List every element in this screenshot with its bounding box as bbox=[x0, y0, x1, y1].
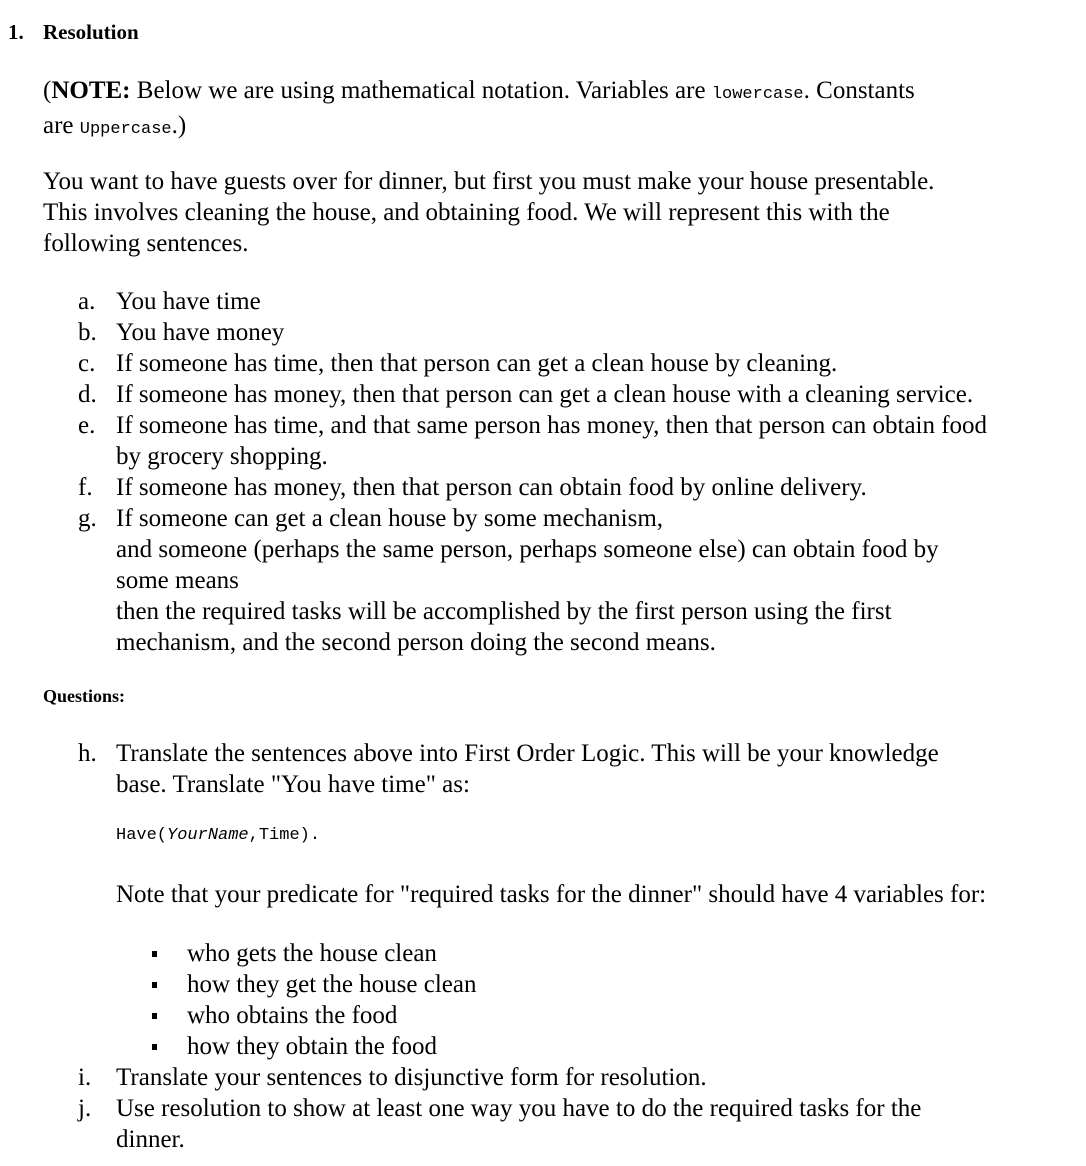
bullet-item bbox=[150, 969, 477, 1000]
list-marker: d. bbox=[78, 381, 97, 408]
sentence-text: then the required tasks will be accomplished by the first person using the first bbox=[116, 598, 892, 625]
sentence-a bbox=[78, 286, 1078, 317]
list-marker: i. bbox=[78, 1064, 92, 1091]
note-paragraph bbox=[43, 75, 1043, 145]
bullet-text: who obtains the food bbox=[187, 1002, 398, 1029]
intro-line: This involves cleaning the house, and obtaining food. We will represent this with the bbox=[43, 199, 890, 226]
question-j bbox=[78, 1093, 1078, 1155]
bullet-text: how they obtain the food bbox=[187, 1033, 437, 1060]
code-prefix: Have( bbox=[116, 826, 168, 845]
question-text: dinner. bbox=[116, 1126, 185, 1153]
bullet-item bbox=[150, 1000, 477, 1031]
question-list-continued bbox=[78, 1062, 1078, 1155]
sentence-text: by grocery shopping. bbox=[116, 443, 328, 470]
list-marker: j. bbox=[78, 1095, 92, 1122]
sentence-b bbox=[78, 317, 1078, 348]
bullet-item bbox=[150, 1031, 477, 1062]
sentence-text: If someone has money, then that person can get a clean house with a cleaning service. bbox=[116, 381, 974, 408]
list-marker: e. bbox=[78, 412, 96, 439]
list-marker: b. bbox=[78, 319, 97, 346]
sentence-text: You have money bbox=[116, 319, 285, 346]
intro-paragraph bbox=[43, 166, 1043, 259]
note-label: NOTE: bbox=[51, 77, 131, 104]
question-text: base. Translate "You have time" as: bbox=[116, 771, 470, 798]
sentence-c bbox=[78, 348, 1078, 379]
sentence-f bbox=[78, 472, 1078, 503]
sentence-text: You have time bbox=[116, 288, 261, 315]
question-h bbox=[78, 738, 1078, 800]
bullet-text: who gets the house clean bbox=[187, 940, 437, 967]
section-heading bbox=[8, 20, 139, 45]
sentence-g bbox=[78, 503, 1078, 658]
lowercase-example: lowercase bbox=[711, 85, 804, 104]
sentence-text: If someone can get a clean house by some mechanism, bbox=[116, 505, 664, 532]
note-close: .) bbox=[171, 112, 187, 139]
sentence-list bbox=[78, 286, 1078, 658]
square-bullet-icon bbox=[152, 951, 157, 957]
sentence-text: If someone has time, then that person can get a clean house by cleaning. bbox=[116, 350, 838, 377]
bullet-text: how they get the house clean bbox=[187, 971, 477, 998]
code-example bbox=[116, 826, 320, 845]
question-text: Use resolution to show at least one way you have to do the required tasks for the bbox=[116, 1095, 922, 1122]
section-title: Resolution bbox=[43, 20, 139, 44]
sentence-text: some means bbox=[116, 567, 239, 594]
section-number: 1. bbox=[8, 20, 24, 44]
question-text: Translate your sentences to disjunctive form for resolution. bbox=[116, 1064, 707, 1091]
note-line-2 bbox=[43, 110, 1043, 145]
questions-heading: Questions: bbox=[43, 686, 126, 706]
intro-line: following sentences. bbox=[43, 230, 249, 257]
note-text-2: . Constants bbox=[803, 77, 915, 104]
note-text-1: Below we are using mathematical notation. Variables are bbox=[130, 77, 712, 104]
code-variable: YourName bbox=[167, 826, 249, 845]
variable-bullet-list bbox=[150, 938, 477, 1062]
question-list bbox=[78, 738, 1078, 800]
predicate-note: Note that your predicate for "required tasks for the dinner" should have 4 variables for: bbox=[116, 881, 987, 908]
note-open-paren: ( bbox=[43, 77, 52, 104]
list-marker: c. bbox=[78, 350, 96, 377]
square-bullet-icon bbox=[152, 1013, 157, 1019]
square-bullet-icon bbox=[152, 982, 157, 988]
question-text: Translate the sentences above into First Order Logic. This will be your knowledge bbox=[116, 740, 939, 767]
list-marker: g. bbox=[78, 505, 97, 532]
note-text-3: are bbox=[43, 112, 80, 139]
sentence-text: mechanism, and the second person doing the second means. bbox=[116, 629, 716, 656]
list-marker: f. bbox=[78, 474, 93, 501]
list-marker: a. bbox=[78, 288, 96, 315]
list-marker: h. bbox=[78, 740, 97, 767]
sentence-text: If someone has money, then that person can obtain food by online delivery. bbox=[116, 474, 867, 501]
question-i bbox=[78, 1062, 1078, 1093]
sentence-e bbox=[78, 410, 1078, 472]
sentence-text: and someone (perhaps the same person, perhaps someone else) can obtain food by bbox=[116, 536, 939, 563]
square-bullet-icon bbox=[152, 1044, 157, 1050]
bullet-item bbox=[150, 938, 477, 969]
intro-line: You want to have guests over for dinner, but first you must make your house presentable. bbox=[43, 168, 935, 195]
uppercase-example: Uppercase bbox=[79, 120, 172, 139]
note-line-1 bbox=[43, 75, 1043, 110]
sentence-d bbox=[78, 379, 1078, 410]
sentence-text: If someone has time, and that same person has money, then that person can obtain food bbox=[116, 412, 988, 439]
code-suffix: ,Time). bbox=[248, 826, 321, 845]
